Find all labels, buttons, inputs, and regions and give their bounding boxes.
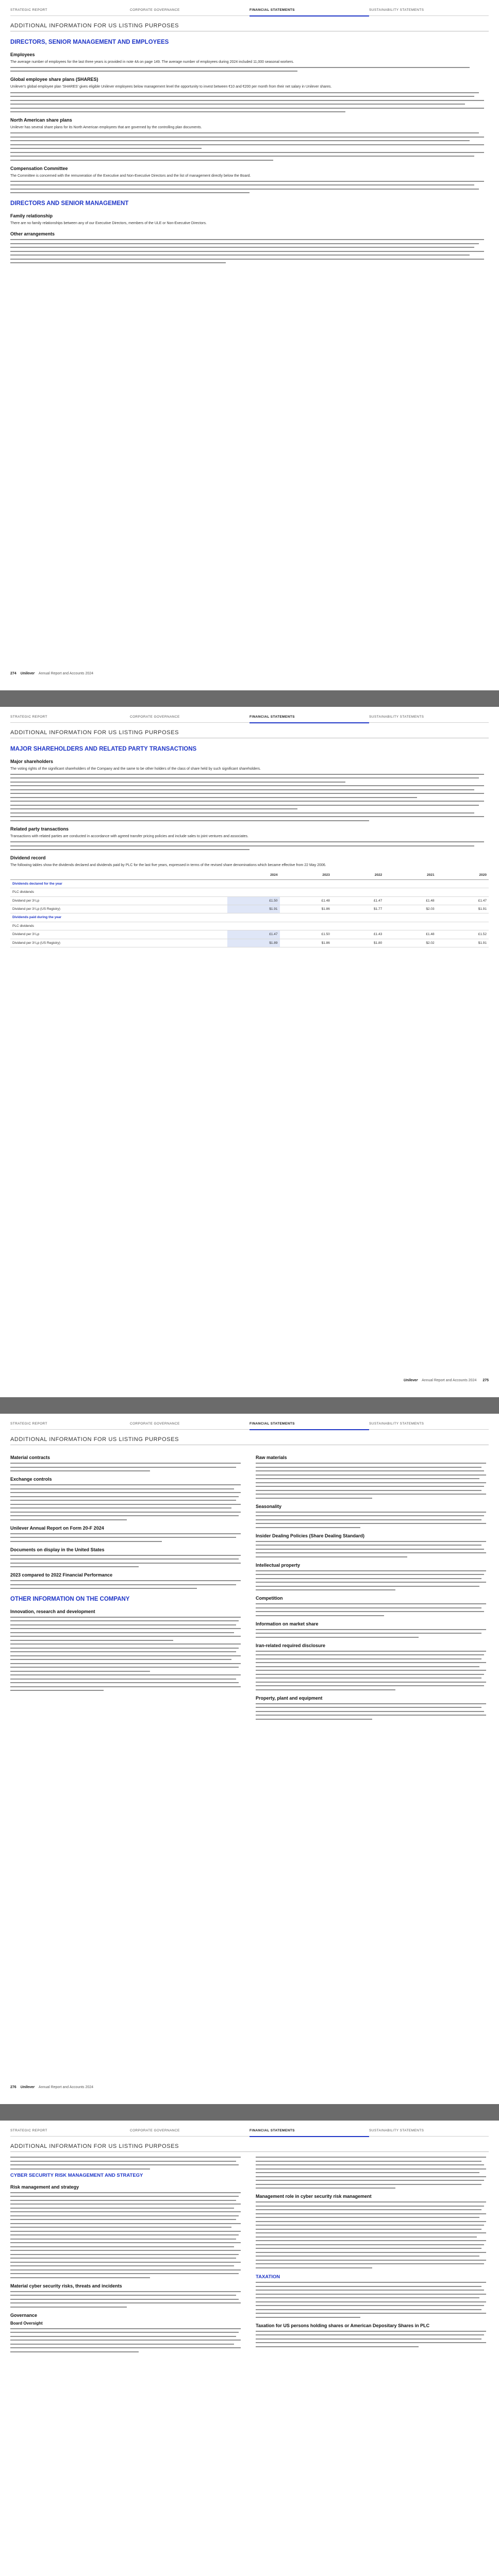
table-cell: $1.91 [227,905,279,913]
table-cell: $1.86 [280,905,332,913]
table-cell: £1.48 [384,930,436,939]
text-block [10,132,489,161]
nav-strategic-report[interactable]: STRATEGIC REPORT [10,715,47,719]
nav-active-indicator [250,722,369,723]
text-block [10,1463,243,1471]
nav-corporate-governance[interactable]: CORPORATE GOVERNANCE [130,715,180,719]
text-block [10,2328,243,2352]
table-cell: $1.86 [280,939,332,947]
text-block [10,1484,243,1520]
right-column [256,1450,489,1722]
text-block [256,1651,489,1690]
table-cell: £1.48 [384,896,436,905]
section-title: MAJOR SHAREHOLDERS AND RELATED PARTY TRANSACTIONS [10,746,197,752]
table-cell: $1.91 [437,905,489,913]
nav-strategic-report[interactable]: STRATEGIC REPORT [10,8,47,12]
table-row [10,939,489,947]
table-cell: £1.47 [437,896,489,905]
subheading: Major shareholders [10,758,54,764]
footer-company: Unilever [403,1379,418,1382]
table-row [10,896,489,905]
paragraph: Unilever's global employee plan 'SHARES' gives eligible Unilever employees below management level the opportunity to invest between €10 and €200 per month from their net salary in Unilever shares. [10,85,332,89]
nav-sustainability-statements[interactable]: SUSTAINABILITY STATEMENTS [369,715,424,719]
subheading: Innovation, research and development [10,1608,95,1614]
section-nav [10,2129,489,2136]
report-page-277 [0,2121,499,2576]
table-subgroup-label: PLC dividends [10,888,489,896]
nav-financial-statements[interactable]: FINANCIAL STATEMENTS [250,2129,295,2132]
subheading: Related party transactions [10,826,69,832]
footer-company: Unilever [20,2086,35,2089]
text-block [10,1533,243,1542]
text-block [10,92,489,113]
table-row [10,905,489,913]
nav-financial-statements[interactable]: FINANCIAL STATEMENTS [250,1422,295,1426]
subheading: Board Oversight [10,2320,43,2326]
nav-financial-statements[interactable]: FINANCIAL STATEMENTS [250,715,295,719]
subheading: Dividend record [10,855,46,861]
table-cell: £1.47 [332,896,384,905]
nav-sustainability-statements[interactable]: SUSTAINABILITY STATEMENTS [369,1422,424,1426]
subheading: North American share plans [10,117,72,123]
subheading: Unilever Annual Report on Form 20-F 2024 [10,1525,104,1531]
text-block [10,181,489,194]
text-block [10,841,489,850]
page-footer [10,1379,489,1386]
footer-report-title: Annual Report and Accounts 2024 [38,672,94,675]
nav-sustainability-statements[interactable]: SUSTAINABILITY STATEMENTS [369,8,424,12]
footer-report-title: Annual Report and Accounts 2024 [422,1379,477,1382]
table-cell: £1.50 [227,896,279,905]
text-block [256,1541,489,1557]
section-title: DIRECTORS AND SENIOR MANAGEMENT [10,200,129,207]
report-page-276 [0,1414,499,2104]
subheading: Global employee share plans (SHARES) [10,77,98,82]
subheading: Family relationship [10,213,53,219]
nav-underline [10,1429,489,1430]
table-cell: Dividend per 3¹/₉p [10,896,227,905]
table-subgroup-label: PLC dividends [10,922,489,930]
subheading: Compensation Committee [10,165,68,171]
table-header: 2024 [227,871,279,879]
subheading: Competition [256,1596,283,1601]
table-header: 2020 [437,871,489,879]
text-block [10,2192,243,2278]
nav-sustainability-statements[interactable]: SUSTAINABILITY STATEMENTS [369,2129,424,2132]
subheading: Management role in cyber security risk management [256,2194,372,2199]
dividend-table [10,871,489,947]
subheading: Risk management and strategy [10,2184,79,2190]
text-block [256,1512,489,1528]
text-block [10,67,489,72]
table-cell: $1.77 [332,905,384,913]
table-cell: £1.48 [280,896,332,905]
subheading: Other arrangements [10,231,55,237]
nav-corporate-governance[interactable]: CORPORATE GOVERNANCE [130,2129,180,2132]
paragraph: The voting rights of the significant shareholders of the Company and the same to be other holders of the class of share held by such significant shareholders. [10,767,261,771]
subheading: Material cyber security risks, threats and incidents [10,2283,122,2289]
page-footer [10,2086,489,2093]
subheading: Documents on display in the United States [10,1547,105,1552]
text-block [10,239,489,263]
page-content [10,2157,489,2355]
table-header: 2022 [332,871,384,879]
nav-active-indicator [250,2136,369,2137]
table-cell: $1.89 [227,939,279,947]
section-title: OTHER INFORMATION ON THE COMPANY [10,1596,130,1603]
subheading: Raw materials [256,1455,287,1460]
paragraph: There are no family relationships between any of our Executive Directors, members of the ULE or Non-Executive Directors. [10,222,207,226]
text-block [256,2331,489,2347]
subheading: Property, plant and equipment [256,1695,323,1701]
nav-active-indicator [250,15,369,16]
page-content [10,1450,489,1722]
subheading: Information on market share [256,1621,319,1626]
page-number: 276 [10,2086,16,2089]
left-column [10,2157,243,2355]
page-content [10,743,489,953]
report-page-274 [0,0,499,690]
text-block [256,1570,489,1591]
subheading: Iran-related required disclosure [256,1642,326,1648]
footer-company: Unilever [20,672,35,675]
page-heading: ADDITIONAL INFORMATION FOR US LISTING PURPOSES [10,1436,179,1443]
section-nav [10,1422,489,1429]
table-cell: Dividend per 3¹/₉p (US Registry) [10,939,227,947]
heading-rule [10,2151,489,2152]
table-cell: $2.03 [384,905,436,913]
text-block [10,2291,243,2308]
nav-underline [10,15,489,16]
text-block [256,1603,489,1616]
text-block [10,2157,243,2170]
nav-underline [10,2136,489,2137]
subheading: Insider Dealing Policies (Share Dealing Standard) [256,1533,365,1538]
paragraph: Unilever has several share plans for its North American employees that are governed by the controlling plan documents. [10,126,202,130]
table-group-label: Dividends declared for the year [10,879,489,888]
subheading: Material contracts [10,1455,51,1460]
subheading: Seasonality [256,1503,282,1509]
right-column [256,2157,489,2355]
subheading: Exchange controls [10,1477,52,1482]
text-block [256,2282,489,2318]
text-block [10,1617,243,1691]
page-number: 274 [10,672,16,675]
table-cell: $2.02 [384,939,436,947]
nav-active-indicator [250,1429,369,1430]
section-nav [10,715,489,722]
paragraph: The Committee is concerned with the remuneration of the Executive and Non-Executive Directors and the list of management directly below the Board. [10,174,251,178]
table-cell: $1.80 [332,939,384,947]
report-page-275 [0,707,499,1397]
subheading: Taxation for US persons holding shares or American Depositary Shares in PLC [256,2323,430,2328]
text-block [10,774,489,821]
nav-strategic-report[interactable]: STRATEGIC REPORT [10,1422,47,1426]
table-cell: £1.50 [280,930,332,939]
subheading: 2023 compared to 2022 Financial Performance [10,1572,113,1578]
subheading: Governance [10,2312,38,2318]
page-content [10,36,489,266]
text-block [256,2201,489,2268]
nav-corporate-governance[interactable]: CORPORATE GOVERNANCE [130,8,180,12]
page-heading: ADDITIONAL INFORMATION FOR US LISTING PURPOSES [10,23,179,29]
table-header [10,871,227,879]
nav-financial-statements[interactable]: FINANCIAL STATEMENTS [250,8,295,12]
footer-report-title: Annual Report and Accounts 2024 [38,2086,94,2089]
subheading: Employees [10,52,35,57]
table-cell: $1.91 [437,939,489,947]
page-heading: ADDITIONAL INFORMATION FOR US LISTING PURPOSES [10,2143,179,2149]
nav-underline [10,722,489,723]
paragraph: Transactions with related parties are conducted in accordance with agreed transfer pricing policies and include sales to joint ventures and associates. [10,834,248,838]
table-cell: £1.47 [227,930,279,939]
left-column [10,1450,243,1722]
section-title: TAXATION [256,2274,280,2280]
text-block [256,1629,489,1638]
paragraph: The following tables show the dividends declared and dividends paid by PLC for the last five years, expressed in terms of the revised share denominations which became effective from 22 May 2006. [10,863,326,868]
table-cell: Dividend per 3¹/₉p [10,930,227,939]
section-nav [10,8,489,15]
nav-strategic-report[interactable]: STRATEGIC REPORT [10,2129,47,2132]
table-header: 2023 [280,871,332,879]
section-title: DIRECTORS, SENIOR MANAGEMENT AND EMPLOYEES [10,39,169,45]
text-block [256,1703,489,1720]
text-block [10,1555,243,1568]
section-title: CYBER SECURITY RISK MANAGEMENT AND STRATEGY [10,2173,143,2178]
paragraph: The average number of employees for the last three years is provided in note 4A on page 149. The average number of employees during 2024 included 11,000 seasonal workers. [10,60,294,64]
table-group-label: Dividends paid during the year [10,913,489,922]
subheading: Intellectual property [256,1562,301,1568]
table-cell: £1.52 [437,930,489,939]
page-number: 275 [483,1379,489,1382]
text-block [256,2157,489,2189]
text-block [10,1580,243,1589]
table-cell: £1.43 [332,930,384,939]
table-row [10,930,489,939]
nav-corporate-governance[interactable]: CORPORATE GOVERNANCE [130,1422,180,1426]
table-cell: Dividend per 3¹/₉p (US Registry) [10,905,227,913]
text-block [256,1463,489,1499]
table-header: 2021 [384,871,436,879]
page-heading: ADDITIONAL INFORMATION FOR US LISTING PURPOSES [10,730,179,736]
page-footer [10,672,489,679]
